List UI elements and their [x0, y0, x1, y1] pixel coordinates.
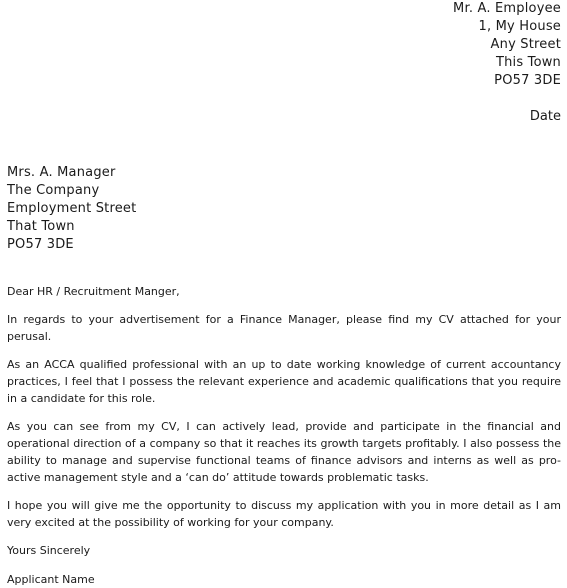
signature: Applicant Name [7, 573, 95, 586]
paragraph-closing: I hope you will give me the opportunity to discuss my application with you in more detail as I am very excited at the possibility of working for your company. [7, 499, 561, 529]
paragraph-qualifications: As an ACCA qualified professional with an up to date working knowledge of current accountancy practices, I feel that I possess the relevant experience and academic qualifications that you require in a candidate for this role. [7, 358, 561, 405]
sender-address-line-2: Any Street [490, 37, 561, 52]
sender-town: This Town [495, 55, 561, 70]
closing: Yours Sincerely [7, 544, 91, 557]
letter-body [7, 283, 561, 588]
paragraph-experience: As you can see from my CV, I can actively lead, provide and participate in the financial and operational direction of a company so that it reaches its growth targets profitably. I also possess the ability to manage and supervise functional teams of finance advisors and interns as well as pro-active management style and a ‘can do’ attitude towards problematic tasks. [7, 420, 561, 484]
salutation: Dear HR / Recruitment Manger, [7, 285, 180, 298]
recipient-name: Mrs. A. Manager [7, 165, 116, 180]
sender-postcode: PO57 3DE [494, 73, 561, 88]
recipient-town: That Town [7, 219, 75, 234]
letter-date: Date [529, 109, 561, 124]
recipient-company: The Company [7, 183, 100, 198]
recipient-address [7, 164, 136, 254]
recipient-street: Employment Street [7, 201, 137, 216]
sender-address [453, 0, 561, 90]
sender-name: Mr. A. Employee [453, 1, 561, 16]
recipient-postcode: PO57 3DE [7, 237, 74, 252]
paragraph-intro: In regards to your advertisement for a Finance Manager, please find my CV attached for your perusal. [7, 313, 561, 343]
sender-address-line-1: 1, My House [478, 19, 561, 34]
